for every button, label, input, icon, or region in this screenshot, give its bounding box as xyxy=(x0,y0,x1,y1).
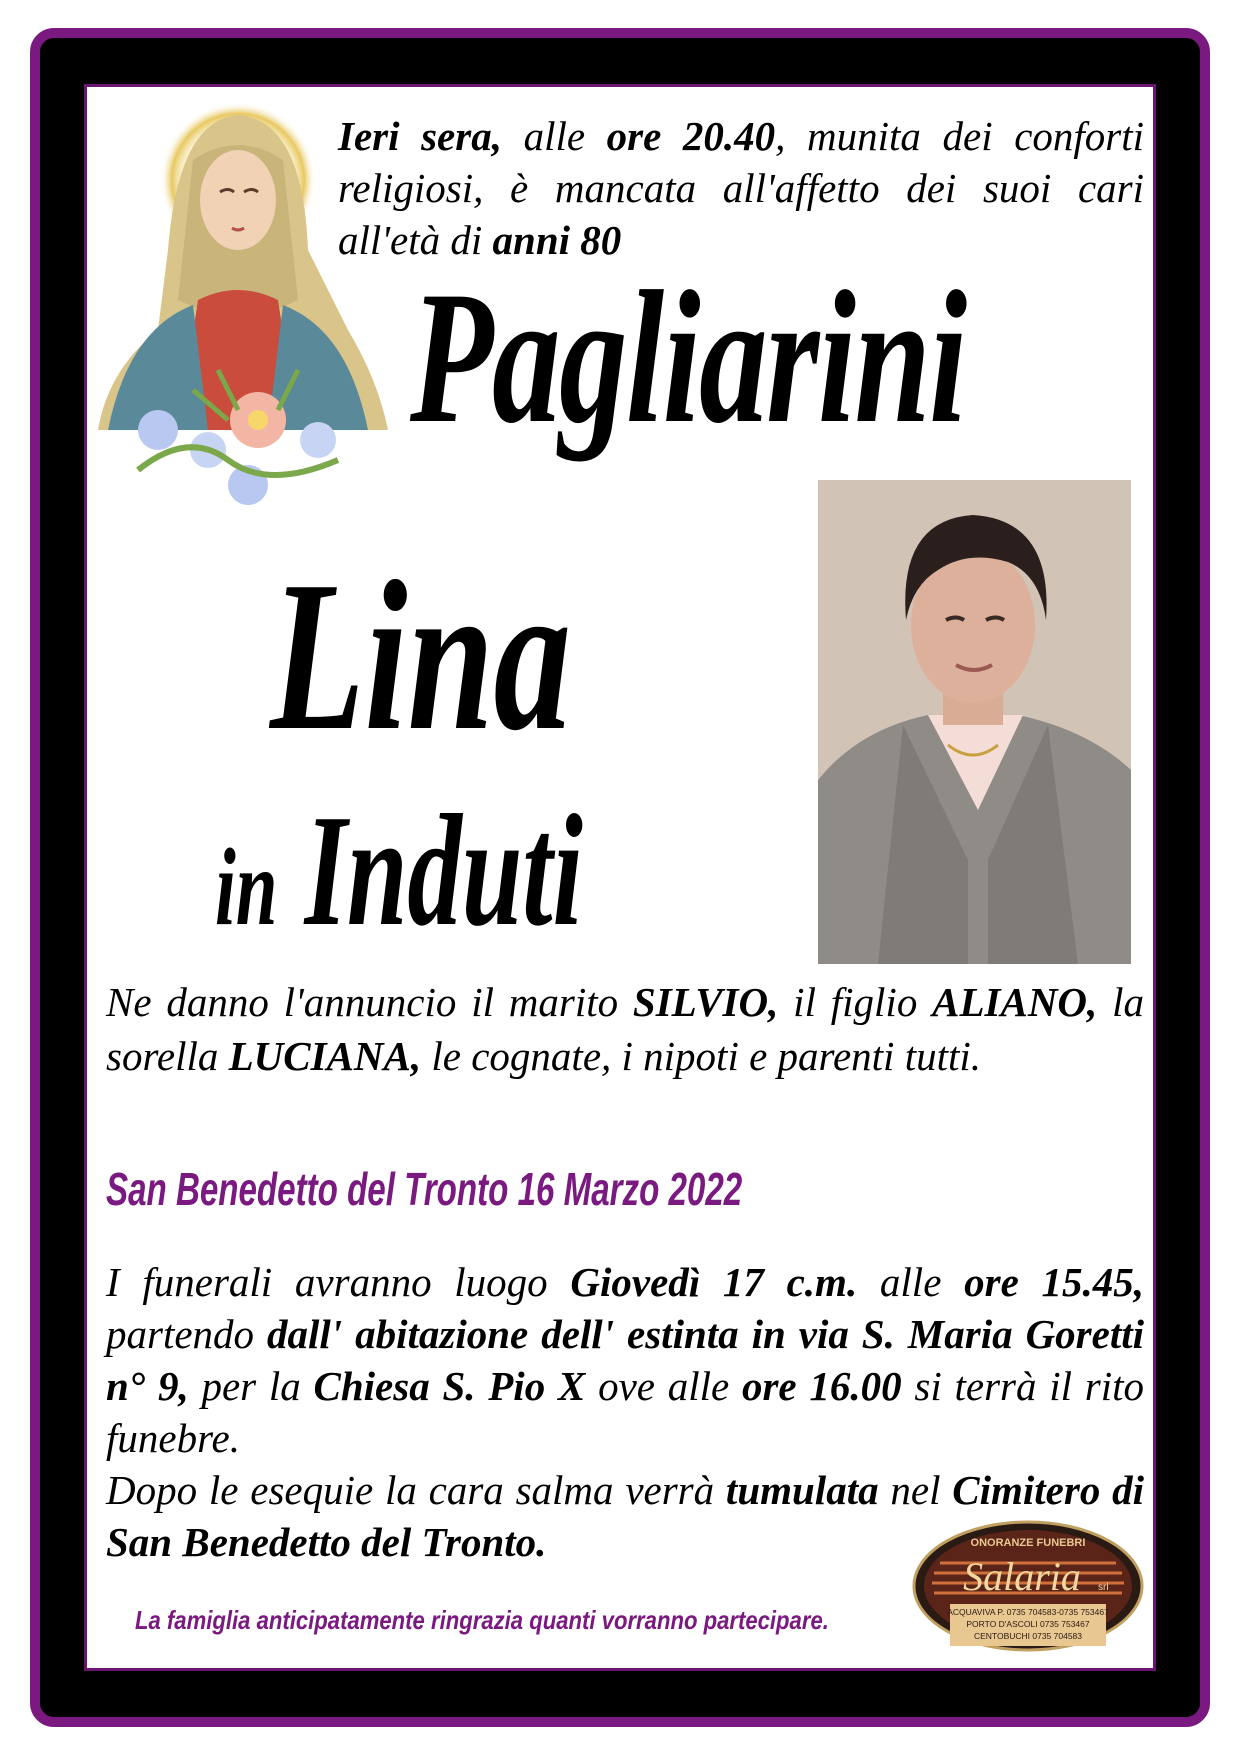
place-date: San Benedetto del Tronto 16 Marzo 2022 xyxy=(106,1163,743,1215)
thanks-line: La famiglia anticipatamente ringrazia quanti vorranno partecipare. xyxy=(135,1605,829,1635)
logo-suffix: srl xyxy=(1098,1582,1109,1593)
married-prefix: in xyxy=(215,826,278,948)
logo-top-text: ONORANZE FUNEBRI xyxy=(970,1537,1086,1549)
married-surname: Induti xyxy=(304,781,583,959)
logo-line2: PORTO D'ASCOLI 0735 753467 xyxy=(966,1619,1090,1629)
deceased-portrait xyxy=(818,480,1131,964)
first-name: Lina xyxy=(270,536,572,775)
married-name xyxy=(215,781,583,967)
intro-text: Ieri sera, alle ore 20.40, munita dei conforti religiosi, è mancata all'affetto dei suoi cari all'età di anni 80 xyxy=(338,113,1145,263)
logo-line1: ACQUAVIVA P. 0735 704583-0735 753467 xyxy=(947,1607,1109,1617)
surname: Pagliarini xyxy=(410,253,966,463)
logo-brand: Salaria xyxy=(963,1554,1081,1599)
logo-line3: CENTOBUCHI 0735 704583 xyxy=(973,1631,1083,1641)
funeral-paragraph: I funerali avranno luogo Giovedì 17 c.m. alle ore 15.45, partendo dall' abitazione dell' estinta in via S. Maria Goretti n° 9, per la Chiesa S. Pio X ove alle ore 16.00 si terrà il rito funebre. xyxy=(106,1259,1145,1461)
funeral-home-logo xyxy=(910,1518,1146,1655)
burial-paragraph: Dopo le esequie la cara salma verrà tumulata nel Cimitero di San Benedetto del Tronto. xyxy=(106,1467,1144,1565)
family-announcement: Ne danno l'annuncio il marito SILVIO, il figlio ALIANO, la sorella LUCIANA, le cognate, i nipoti e parenti tutti. xyxy=(106,979,1144,1079)
